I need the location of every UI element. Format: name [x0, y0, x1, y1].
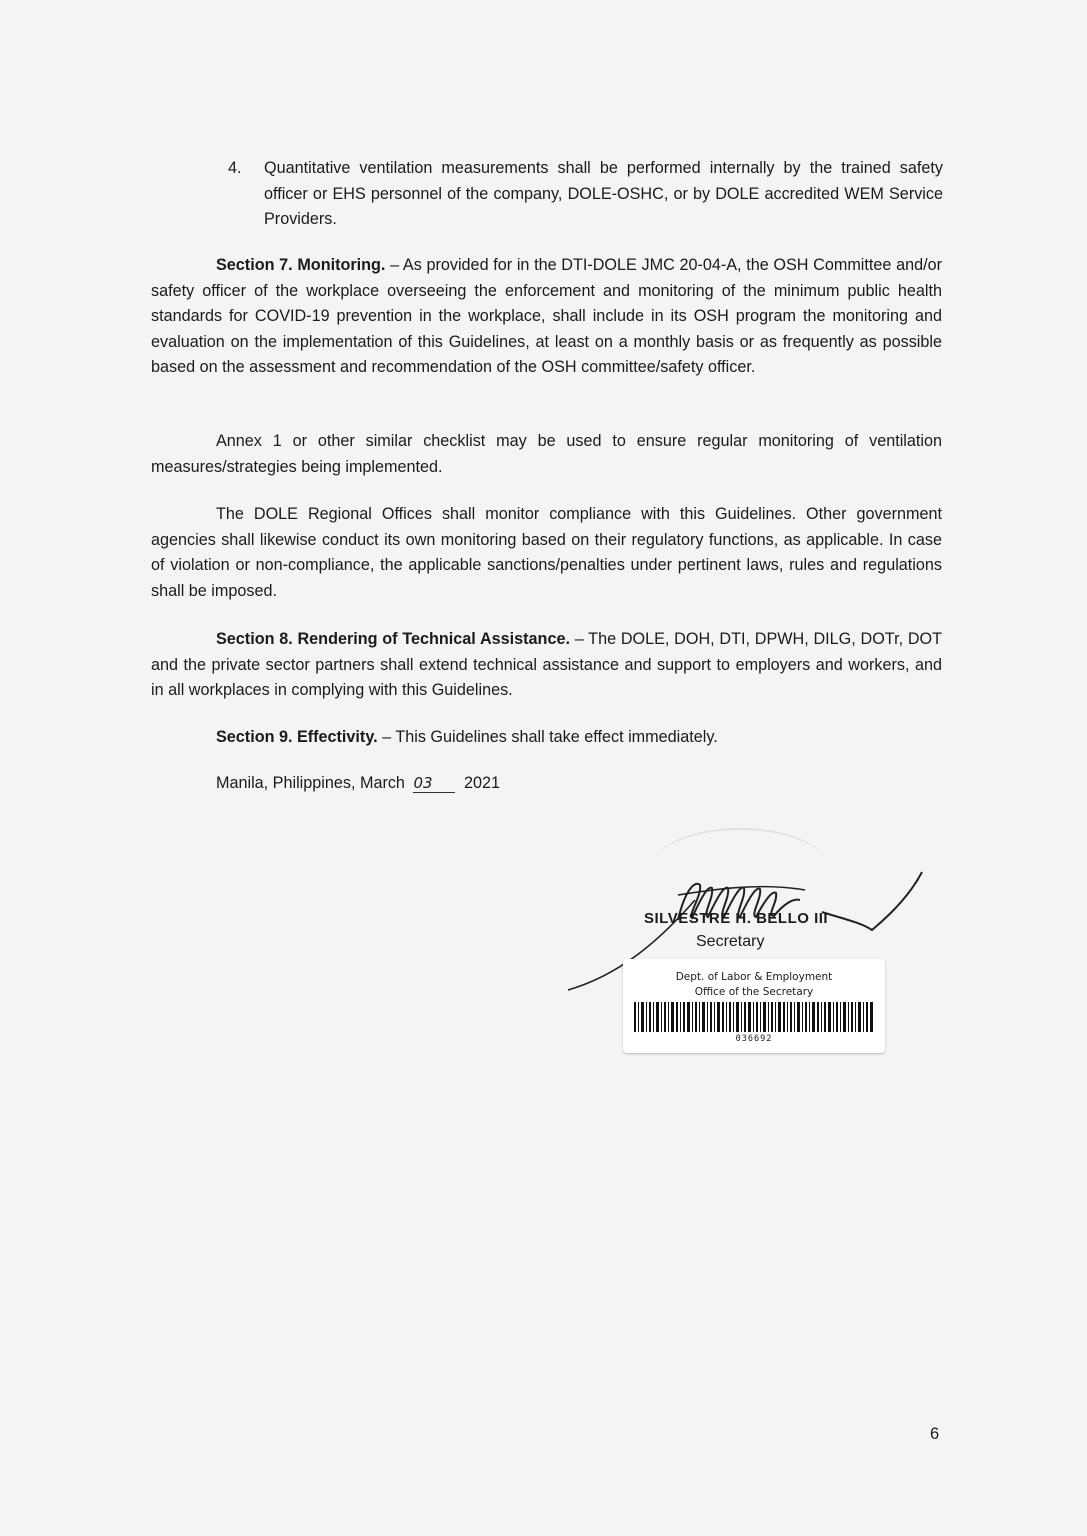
signatory-name: SILVESTRE H. BELLO III — [644, 910, 829, 927]
regional-offices-paragraph: The DOLE Regional Offices shall monitor compliance with this Guidelines. Other government agencies shall likewise conduct its own monitoring based on their regulatory functions, as applicable. In case of violation or non-compliance, the applicable sanctions/penalties under pertinent laws, rules and regulations shall be imposed. — [151, 505, 942, 600]
page-number: 6 — [930, 1425, 940, 1443]
receiving-stamp — [623, 959, 885, 1053]
dateline-year: 2021 — [463, 774, 500, 792]
dateline-place: Manila, Philippines, March — [216, 774, 405, 792]
section-7-text: – As provided for in the DTI-DOLE JMC 20-04-A, the OSH Committee and/or safety officer of the workplace overseeing the enforcement and monitoring of the minimum public health standards for COVID-19 prevention in the workplace, shall include in its OSH program the monitoring and evaluation on the implementation of this Guidelines, at least on a monthly basis or as frequently as possible based on the assessment and recommendation of the OSH committee/safety officer. — [151, 256, 942, 376]
signature-block — [560, 860, 940, 1070]
section-7-heading: Section 7. Monitoring. — [216, 256, 386, 274]
list-item-text: Quantitative ventilation measurements shall be performed internally by the trained safety officer or EHS personnel of the company, DOLE-OSHC, or by DOLE accredited WEM Service Providers. — [264, 159, 943, 228]
barcode — [634, 1002, 874, 1032]
section-8-paragraph — [151, 627, 942, 704]
section-9-text: – This Guidelines shall take effect immediately. — [377, 728, 718, 746]
section-9-heading: Section 9. Effectivity. — [216, 728, 378, 746]
section-9-paragraph — [151, 725, 942, 751]
signatory-title: Secretary — [696, 933, 765, 950]
stamp-department: Dept. of Labor & Employment — [675, 971, 833, 983]
list-item-number: 4. — [228, 159, 242, 177]
section-8-heading: Section 8. Rendering of Technical Assistance. — [216, 630, 570, 648]
annex-paragraph: Annex 1 or other similar checklist may be used to ensure regular monitoring of ventilation measures/strategies being implemented. — [151, 432, 942, 476]
section-8-text: – The DOLE, DOH, DTI, DPWH, DILG, DOTr, DOT and the private sector partners shall extend technical assistance and support to employers and workers, and in all workplaces in complying with this Guidelines. — [151, 630, 942, 699]
list-item-4 — [228, 156, 943, 233]
stamp-office: Office of the Secretary — [694, 986, 814, 998]
section-7-paragraph — [151, 253, 942, 381]
stamp-code: 036692 — [735, 1034, 773, 1044]
dateline-day: 03 — [413, 774, 455, 793]
dateline — [216, 771, 500, 796]
